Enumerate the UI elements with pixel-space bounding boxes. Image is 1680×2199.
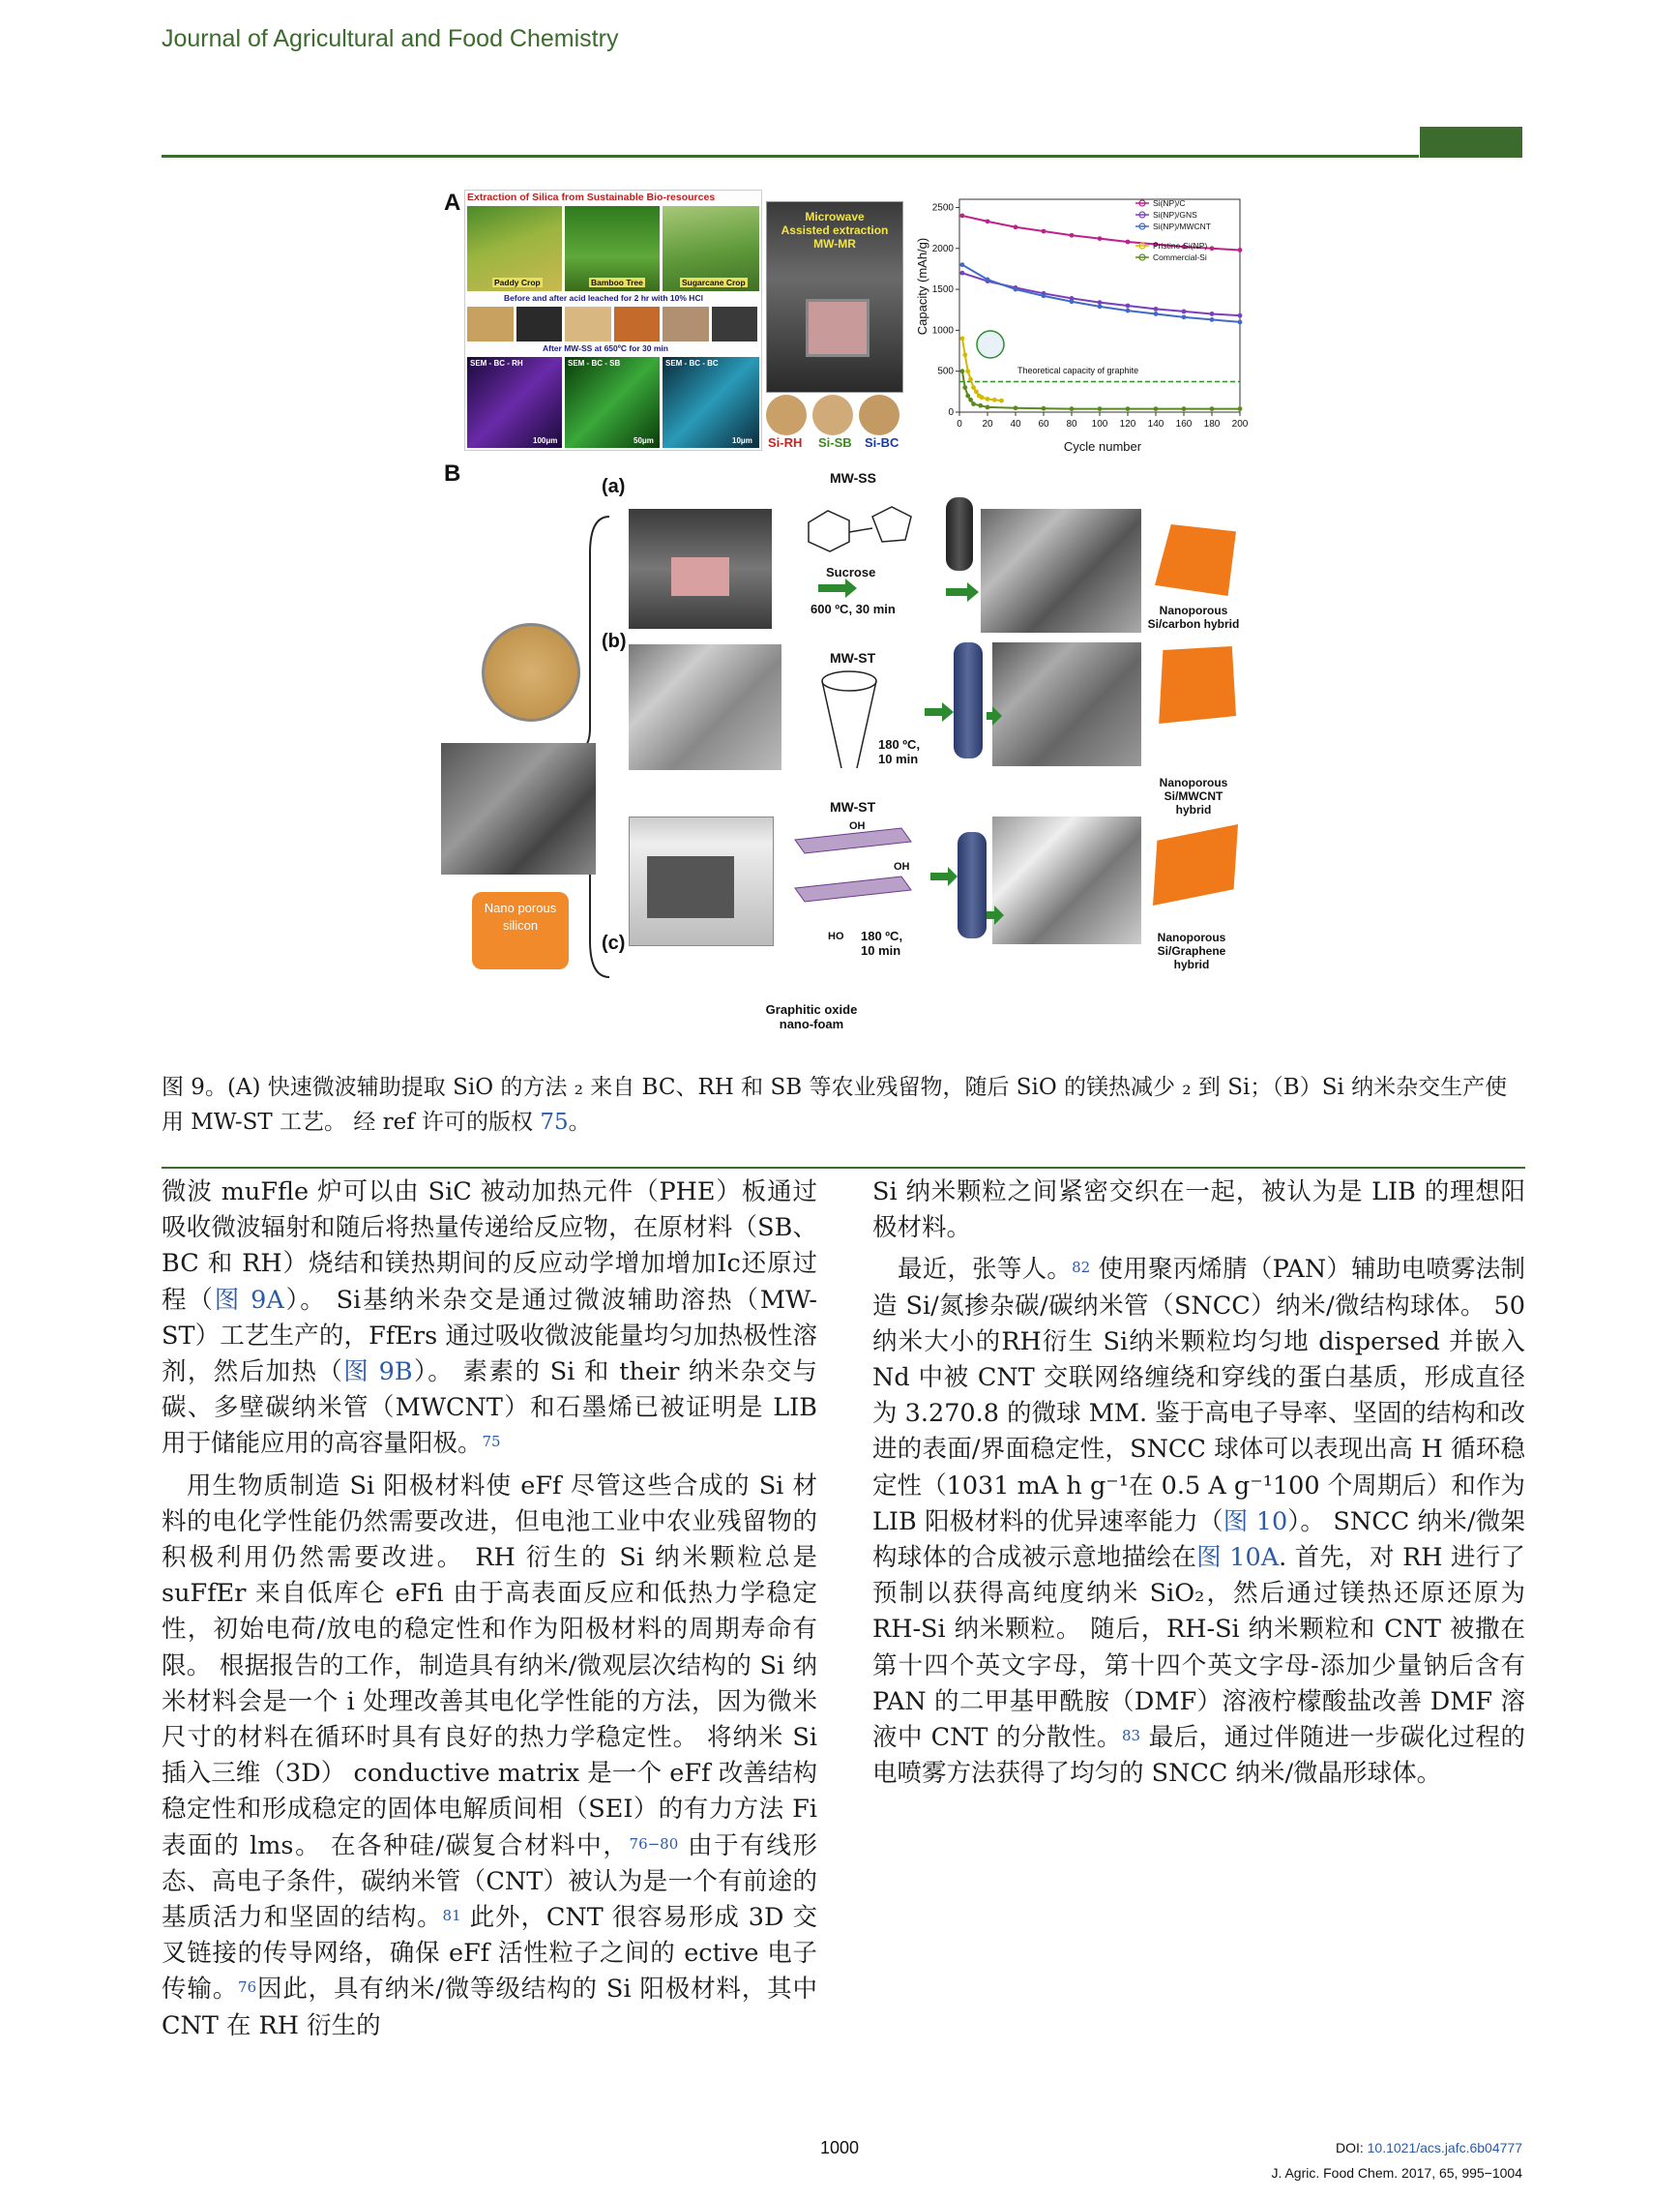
product-label-bc: Si-BC bbox=[865, 435, 899, 450]
oh-label-2: OH bbox=[894, 861, 910, 873]
sem-label-rh: SEM - BC - RH bbox=[470, 359, 523, 368]
arrows bbox=[439, 190, 1248, 1043]
x-tick-label: 120 bbox=[1119, 419, 1136, 430]
fig9a-link[interactable]: 图 9A bbox=[214, 1285, 284, 1315]
arrow-b bbox=[925, 702, 954, 722]
x-tick-label: 200 bbox=[1231, 419, 1248, 430]
caption-text: 图 9。(A) 快速微波辅助提取 SiO 的方法 ₂ 来自 BC、RH 和 SB 等农业残留物，随后 SiO 的镁热减少 ₂ 到 Si；（B）Si 纳米杂交生产使用 MW-ST 工艺。 经 ref 许可的版权 bbox=[162, 1075, 1508, 1135]
ref-81-link[interactable]: 81 bbox=[442, 1907, 461, 1925]
header-tab bbox=[1420, 127, 1522, 158]
mwst-label-b: MW-ST bbox=[830, 650, 876, 666]
sem-scale-bc: 10μm bbox=[732, 436, 752, 445]
fig9b-link[interactable]: 图 9B bbox=[343, 1357, 413, 1387]
fig10-link[interactable]: 图 10 bbox=[1223, 1506, 1288, 1536]
journal-title: Journal of Agricultural and Food Chemistry bbox=[162, 25, 619, 52]
arrow-b2 bbox=[987, 706, 1002, 726]
citation: J. Agric. Food Chem. 2017, 65, 995−1004 bbox=[1271, 2165, 1522, 2181]
sem-scale-rh: 100μm bbox=[533, 436, 558, 445]
legend-label: Si(NP)/GNS bbox=[1153, 210, 1197, 220]
x-tick-label: 60 bbox=[1038, 419, 1049, 430]
crop-label-bamboo: Bamboo Tree bbox=[591, 278, 643, 287]
x-tick-label: 20 bbox=[982, 419, 993, 430]
panel-a-label: A bbox=[444, 190, 461, 216]
text: Si 纳米颗粒之间紧密交织在一起，被认为是 LIB 的理想阳极材料。 bbox=[872, 1177, 1525, 1243]
ref-76-link[interactable]: 76 bbox=[238, 1978, 257, 1997]
mwss-label-b: MW-SS bbox=[830, 470, 876, 486]
text: 由于有线形态、高电子条件，碳纳米管（CNT）被认为是一个有前途的基质活力和坚固的结构。 bbox=[162, 1830, 817, 1933]
mwss-label: After MW-SS at 650ºC for 30 min bbox=[543, 343, 668, 353]
text: ）。 SNCC 纳米/微架构球体的合成被示意地描绘在 bbox=[872, 1506, 1526, 1573]
ref-82-link[interactable]: 82 bbox=[1072, 1259, 1091, 1277]
chart-ylabel: Capacity (mAh/g) bbox=[915, 237, 929, 336]
arrow-c bbox=[930, 867, 958, 886]
x-tick-label: 180 bbox=[1203, 419, 1221, 430]
sucrose-label: Sucrose bbox=[826, 565, 876, 579]
caption-rule bbox=[162, 1167, 1525, 1169]
graphitic-label: Graphitic oxide nano-foam bbox=[765, 1002, 858, 1031]
doi bbox=[1336, 2140, 1522, 2155]
x-tick-label: 140 bbox=[1147, 419, 1164, 430]
ref-76-80-link[interactable]: 76−80 bbox=[629, 1834, 679, 1853]
legend-label: Commercial-Si bbox=[1153, 253, 1207, 262]
text: 用生物质制造 Si 阳极材料使 eFf 尽管这些合成的 Si 材料的电化学性能仍然需要改进，但电池工业中农业残留物的积极利用仍然需要改进。 RH 衍生的 Si 纳米颗粒总是 suFfEr 来自低库仑 eFfi 由于高表面反应和低热力学稳定性，初始电荷/放电的稳定性和作为阳极材料的周期寿命有限。 根据报告的工作，制造具有纳米/微观层次结构的 Si 纳米材料会是一个 i 处理改善其电化学性能的方法，因为微米尺寸的材料在循环时具有良好的热力学稳定性。 将纳米 Si插入三维（3D） conductive matrix 是一个 eFf 改善结构稳定性和形成稳定的固体电解质间相（SEI）的有力方法 Fi 表面的 lms。 在各种硅/碳复合材料中， bbox=[162, 1471, 817, 1860]
x-tick-label: 40 bbox=[1010, 419, 1021, 430]
right-column bbox=[872, 1174, 1525, 1798]
y-tick-label: 0 bbox=[948, 407, 954, 418]
sem-scale-sb: 50μm bbox=[634, 436, 654, 445]
caption-ref-link[interactable]: 75 bbox=[540, 1110, 569, 1135]
legend-label: Pristine-Si(NP) bbox=[1153, 241, 1208, 251]
arrow-a bbox=[818, 579, 857, 598]
text: 最近，张等人。 bbox=[898, 1255, 1073, 1285]
right-paragraph-1 bbox=[872, 1174, 1525, 1246]
sem-label-bc: SEM - BC - BC bbox=[665, 359, 719, 368]
text: ）。 Si基纳米杂交是通过微波辅助溶热（MW-ST）工艺生产的，FfErs 通过吸收微波能量均匀加热极性溶剂，然后加热（ bbox=[162, 1285, 817, 1387]
fig10a-link[interactable]: 图 10A bbox=[1196, 1543, 1280, 1573]
arrow-a2 bbox=[946, 582, 979, 602]
product-si-carbon: Nanoporous Si/carbon hybrid bbox=[1147, 604, 1240, 631]
cond-a-label: 600 ºC, 30 min bbox=[811, 602, 896, 616]
text: 最后，通过伴随进一步碳化过程的电喷雾方法获得了均匀的 SNCC 纳米/微晶形球体。 bbox=[872, 1723, 1525, 1789]
oh-label-1: OH bbox=[849, 820, 866, 832]
doi-link[interactable]: 10.1021/acs.jafc.6b04777 bbox=[1367, 2140, 1522, 2155]
page-number: 1000 bbox=[820, 2138, 860, 2157]
y-tick-label: 1500 bbox=[931, 284, 954, 296]
figure-9 bbox=[439, 190, 1248, 1043]
microwave-label: Microwave Assisted extraction MW-MR bbox=[781, 210, 889, 251]
y-tick-label: 500 bbox=[937, 366, 954, 377]
text: 因此，具有纳米/微等级结构的 Si 阳极材料，其中 CNT 在 RH 衍生的 bbox=[162, 1975, 817, 2040]
extraction-title: Extraction of Silica from Sustainable Bio-resources bbox=[467, 192, 716, 203]
caption-end: 。 bbox=[568, 1110, 591, 1135]
text: 微波 muFfle 炉可以由 SiC 被动加热元件（PHE）板通过吸收微波辐射和随后将热量传递给反应物，在原材料（SB、BC 和 RH）烧结和镁热期间的反应动学增加增加Ic还原过程（ bbox=[162, 1177, 817, 1315]
right-paragraph-2 bbox=[872, 1252, 1525, 1792]
y-tick-label: 1000 bbox=[931, 325, 954, 337]
text: ）。 素素的 Si 和 their 纳米杂交与碳、多壁碳纳米管（MWCNT）和石墨烯已被证明是 LIB 用于储能应用的高容量阳极。 bbox=[162, 1357, 817, 1459]
nano-si-label: Nano porous silicon bbox=[484, 901, 557, 933]
x-tick-label: 0 bbox=[957, 419, 962, 430]
product-label-rh: Si-RH bbox=[768, 435, 803, 450]
leach-label: Before and after acid leached for 2 hr with 10% HCl bbox=[504, 293, 703, 303]
legend-label: Si(NP)/C bbox=[1153, 198, 1186, 208]
chart-xlabel: Cycle number bbox=[1063, 439, 1142, 454]
cond-c-label: 180 ºC, 10 min bbox=[861, 929, 903, 958]
step-a-label: (a) bbox=[602, 476, 626, 497]
panel-b-label: B bbox=[444, 461, 461, 487]
header-rule bbox=[162, 155, 1419, 158]
x-tick-label: 160 bbox=[1175, 419, 1193, 430]
ref-75-link[interactable]: 75 bbox=[482, 1433, 501, 1451]
sem-label-sb: SEM - BC - SB bbox=[568, 359, 621, 368]
crop-label-paddy: Paddy Crop bbox=[494, 278, 541, 287]
left-column bbox=[162, 1174, 817, 2050]
step-c-label: (c) bbox=[602, 933, 626, 954]
legend-label: Si(NP)/MWCNT bbox=[1153, 222, 1211, 231]
cond-b-label: 180 ºC, 10 min bbox=[878, 737, 921, 766]
text: 使用聚丙烯腈（PAN）辅助电喷雾法制造 Si/氮掺杂碳/碳纳米管（SNCC）纳米/微结构球体。 50纳米大小的RH衍生 Si纳米颗粒均匀地 dispersed 并嵌入 Nd 中被 CNT 交联网络缠绕和穿线的蛋白基质，形成直径为 3.270.8 的微球 MM. 鉴于高电子导率、坚固的结构和改进的表面/界面稳定性，SNCC 球体可以表现出高 H 循环稳定性（1031 mA h g⁻¹在 0.5 A g⁻¹100 个周期后）和作为 LIB 阳极材料的优异速率能力（ bbox=[872, 1255, 1525, 1536]
x-tick-label: 100 bbox=[1091, 419, 1108, 430]
mwst-label-c: MW-ST bbox=[830, 799, 876, 815]
crop-label-sugarcane: Sugarcane Crop bbox=[682, 278, 746, 287]
ref-83-link[interactable]: 83 bbox=[1121, 1727, 1141, 1745]
doi-label: DOI: bbox=[1335, 2140, 1368, 2155]
text: . 首先，对 RH 进行了预制以获得高纯度纳米 SiO₂，然后通过镁热还原还原为 RH-Si 纳米颗粒。 随后，RH-Si 纳米颗粒和 CNT 被撒在第十四个英文字母，第十四个英文字母-添加少量钠后含有 PAN 的二甲基甲酰胺（DMF）溶液柠檬酸盐改善 DMF 溶液中 CNT 的分散性。 bbox=[872, 1543, 1525, 1753]
ho-label: HO bbox=[828, 931, 844, 942]
product-si-mwcnt: Nanoporous Si/MWCNT hybrid bbox=[1159, 776, 1228, 817]
y-tick-label: 2500 bbox=[931, 202, 954, 214]
chart-annotation: Theoretical capacity of graphite bbox=[1017, 366, 1139, 375]
figure-caption bbox=[162, 1070, 1525, 1140]
left-paragraph-2 bbox=[162, 1469, 817, 2044]
product-label-sb: Si-SB bbox=[818, 435, 852, 450]
product-si-graphene: Nanoporous Si/Graphene hybrid bbox=[1157, 931, 1226, 971]
arrow-c2 bbox=[987, 906, 1004, 925]
x-tick-label: 80 bbox=[1066, 419, 1077, 430]
step-b-label: (b) bbox=[602, 631, 627, 652]
text: 此外，CNT 很容易形成 3D 交叉链接的传导网络，确保 eFf 活性粒子之间的 ective 电子传输。 bbox=[162, 1903, 817, 2005]
left-paragraph-1 bbox=[162, 1174, 817, 1463]
y-tick-label: 2000 bbox=[931, 243, 954, 254]
